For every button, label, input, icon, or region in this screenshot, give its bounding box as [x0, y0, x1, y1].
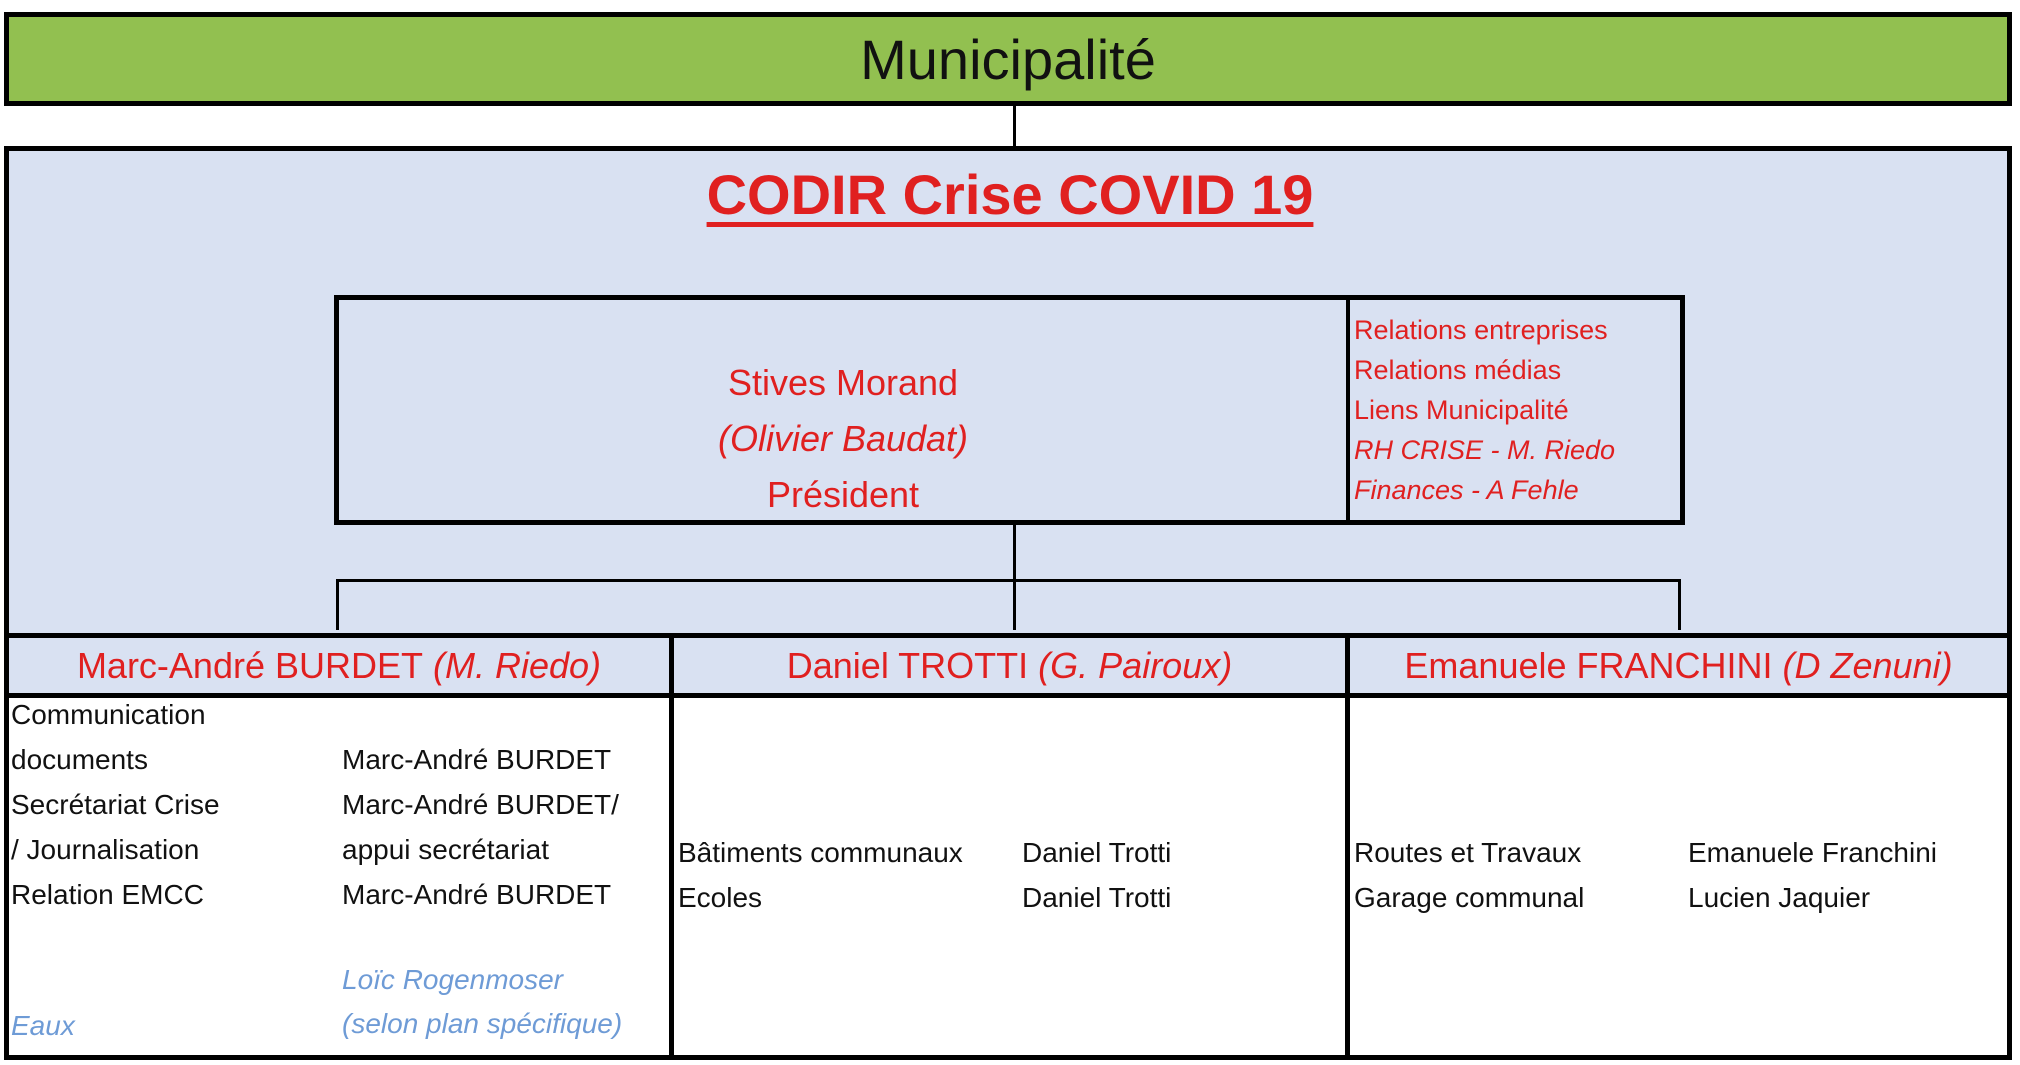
franchini-people — [1688, 830, 1937, 920]
column-head-burdet — [9, 638, 669, 693]
task-item: Ecoles — [678, 882, 763, 913]
head-deputy: (G. Pairoux) — [1038, 644, 1233, 686]
person-item: Lucien Jaquier — [1688, 882, 1871, 913]
person-item: Marc-André BURDET — [342, 879, 612, 910]
task-item: documents — [11, 744, 148, 775]
eaux-person: Loïc Rogenmoser — [342, 964, 564, 995]
column-divider-1 — [669, 633, 674, 1060]
responsibility-item: Finances - A Fehle — [1354, 475, 1579, 505]
responsibility-item: RH CRISE - M. Riedo — [1354, 435, 1616, 465]
connector-left — [336, 579, 339, 630]
responsibility-item: Liens Municipalité — [1354, 395, 1569, 425]
task-item: Garage communal — [1354, 882, 1585, 913]
head-name: Emanuele FRANCHINI — [1404, 644, 1773, 686]
person-item: Marc-André BURDET — [342, 744, 612, 775]
header-row-border — [4, 693, 2012, 698]
franchini-tasks — [1354, 830, 1584, 920]
person-item: Daniel Trotti — [1022, 882, 1172, 913]
municipalite-label: Municipalité — [860, 27, 1156, 91]
connector-top — [1013, 106, 1016, 146]
task-item: Bâtiments communaux — [678, 837, 963, 868]
task-item: Routes et Travaux — [1354, 837, 1582, 868]
column-head-franchini — [1350, 638, 2007, 693]
president-deputy: (Olivier Baudat) — [717, 418, 969, 459]
burdet-tasks — [11, 692, 220, 917]
responsibility-item: Relations médias — [1354, 355, 1562, 385]
person-item: Daniel Trotti — [1022, 837, 1172, 868]
connector-right — [1678, 579, 1681, 630]
column-divider-2 — [1345, 633, 1350, 1060]
head-name: Daniel TROTTI — [786, 644, 1029, 686]
task-item: Relation EMCC — [11, 879, 204, 910]
connector-horizontal — [336, 579, 1681, 582]
eaux-person-note: (selon plan spécifique) — [342, 1008, 623, 1039]
responsibility-item: Relations entreprises — [1354, 315, 1608, 345]
trotti-tasks — [678, 830, 963, 920]
burdet-people — [342, 737, 619, 917]
person-item: appui secrétariat — [342, 834, 550, 865]
president-role: Président — [766, 474, 920, 515]
person-item: Emanuele Franchini — [1688, 837, 1938, 868]
trotti-people — [1022, 830, 1171, 920]
head-deputy: (M. Riedo) — [433, 644, 602, 686]
head-deputy: (D Zenuni) — [1782, 644, 1953, 686]
task-item: Communication — [11, 699, 206, 730]
responsibilities-list — [1354, 310, 1615, 510]
president-block — [339, 355, 1347, 523]
head-name: Marc-André BURDET — [76, 644, 423, 686]
codir-title: CODIR Crise COVID 19 — [706, 163, 1314, 226]
task-item: / Journalisation — [11, 834, 200, 865]
connector-president-down — [1013, 525, 1016, 630]
person-item: Marc-André BURDET/ — [342, 789, 619, 820]
president-name: Stives Morand — [727, 362, 959, 403]
column-head-trotti — [674, 638, 1345, 693]
task-item: Secrétariat Crise — [11, 789, 220, 820]
eaux-people — [342, 958, 622, 1046]
municipalite-box — [4, 12, 2012, 106]
eaux-task: Eaux — [11, 1010, 75, 1041]
